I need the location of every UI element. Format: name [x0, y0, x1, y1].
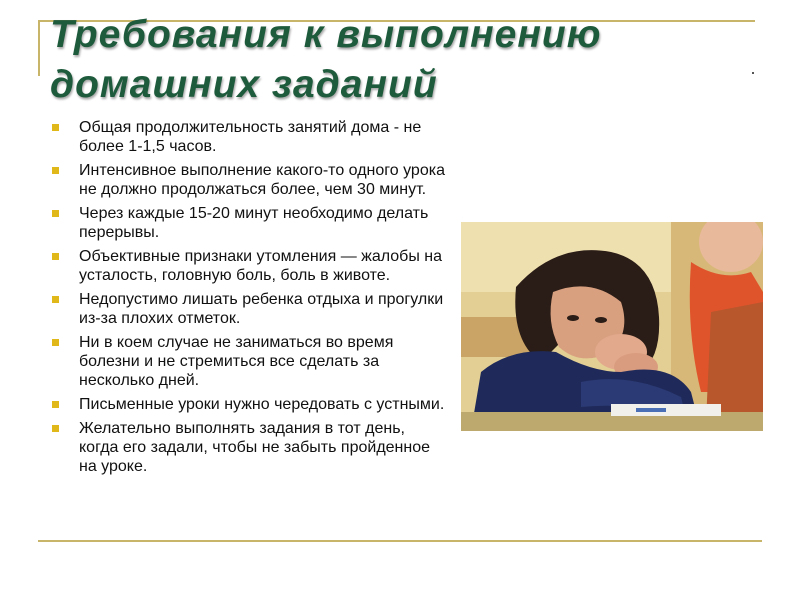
bullet-square-icon	[52, 167, 59, 174]
bullet-item	[52, 419, 447, 476]
bullet-item	[52, 204, 447, 242]
bullet-text: Через каждые 15-20 минут необходимо делать перерывы.	[79, 205, 429, 241]
bullet-text: Интенсивное выполнение какого-то одного урока не должно продолжаться более, чем 30 минут.	[79, 162, 445, 198]
bullet-square-icon	[52, 401, 59, 408]
bullet-item	[52, 395, 447, 414]
bullet-text: Объективные признаки утомления — жалобы на усталость, головную боль, боль в животе.	[79, 248, 443, 284]
bullet-item	[52, 290, 447, 328]
bullet-item	[52, 333, 447, 390]
bottom-frame-line	[38, 540, 762, 542]
bullet-list	[52, 118, 447, 481]
bullet-item	[52, 247, 447, 285]
bullet-square-icon	[52, 253, 59, 260]
bullet-square-icon	[52, 296, 59, 303]
slide-title	[50, 10, 760, 110]
bullet-text: Ни в коем случае не заниматься во время болезни и не стремиться все сделать за несколько дней.	[79, 334, 394, 389]
bullet-square-icon	[52, 339, 59, 346]
bullet-square-icon	[52, 425, 59, 432]
bullet-text: Общая продолжительность занятий дома - не более 1-1,5 часов.	[79, 119, 422, 155]
bullet-text: Недопустимо лишать ребенка отдыха и прогулки из-за плохих отметок.	[79, 291, 444, 327]
bullet-square-icon	[52, 124, 59, 131]
bullet-item	[52, 118, 447, 156]
left-frame-line	[38, 20, 40, 76]
title-line-2: домашних заданий	[50, 63, 438, 106]
bullet-text: Желательно выполнять задания в тот день, когда его задали, чтобы не забыть пройденное на уроке.	[79, 420, 431, 475]
bullet-item	[52, 161, 447, 199]
title-line-1: Требования к выполнению	[50, 13, 602, 56]
bullet-text: Письменные уроки нужно чередовать с устными.	[79, 396, 445, 413]
bullet-square-icon	[52, 210, 59, 217]
photo-tired-girl-icon	[461, 222, 763, 431]
